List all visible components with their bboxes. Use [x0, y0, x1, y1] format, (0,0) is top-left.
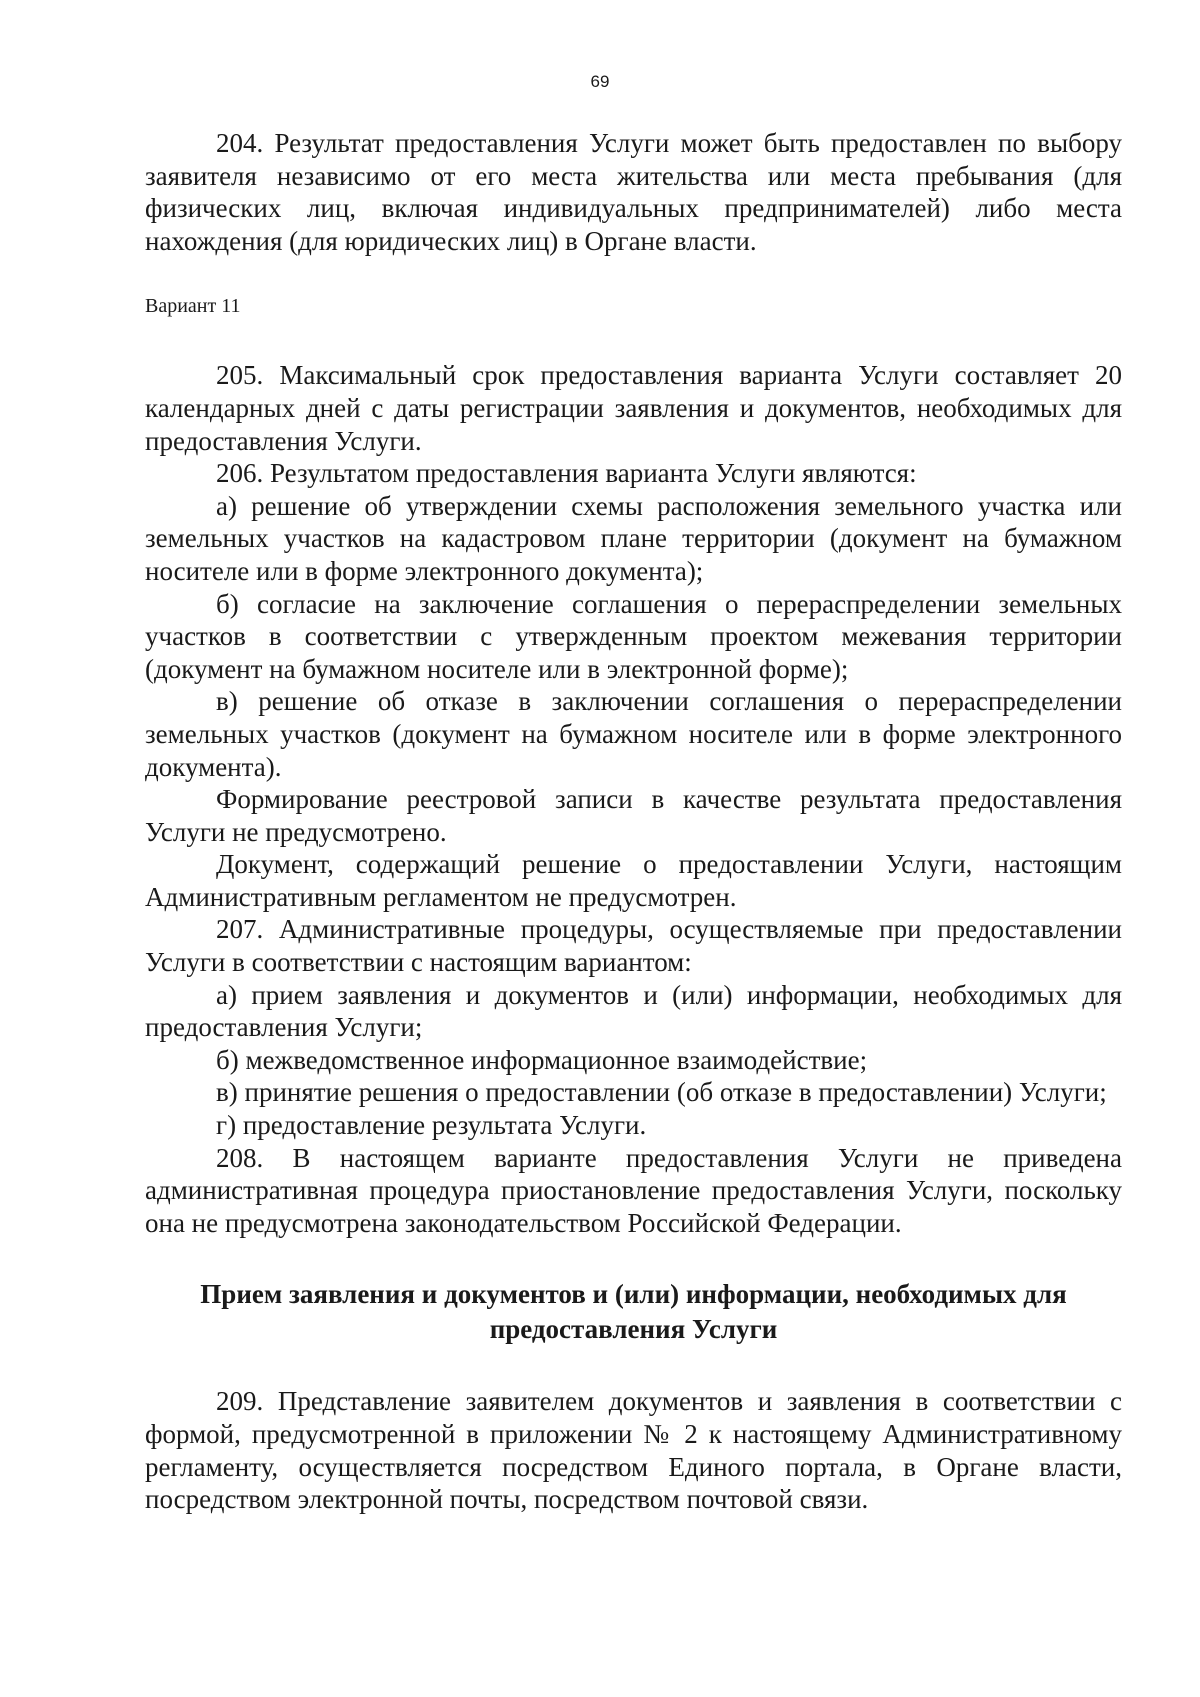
- list-item-207-g: г) предоставление результата Услуги.: [216, 1110, 647, 1141]
- page-number: 69: [590, 72, 610, 91]
- list-item-207-b: б) межведомственное информационное взаимодействие;: [216, 1044, 868, 1075]
- document-body: [145, 127, 1122, 1516]
- list-item-206-v: в) решение об отказе в заключении соглашения о перераспределении земельных участков (документ на бумажном носителе или в форме электронного документа).: [145, 686, 1122, 782]
- paragraph-204: 204. Результат предоставления Услуги может быть предоставлен по выбору заявителя независимо от его места жительства или места пребывания (для физических лиц, включая индивидуальных предпринимателей) либо места нахождения (для юридических лиц) в Органе власти.: [145, 128, 1122, 256]
- list-item-206-b: б) согласие на заключение соглашения о перераспределении земельных участков в соответствии с утвержденным проектом межевания территории (документ на бумажном носителе или в электронной форме);: [145, 588, 1122, 684]
- paragraph-registry-note: Формирование реестровой записи в качестве результата предоставления Услуги не предусмотрено.: [145, 784, 1122, 847]
- list-item-207-a: а) прием заявления и документов и (или) информации, необходимых для предоставления Услуги;: [145, 979, 1122, 1043]
- paragraph-decision-note: Документ, содержащий решение о предоставлении Услуги, настоящим Административным регламентом не предусмотрен.: [145, 849, 1122, 912]
- variant-title: Вариант 11: [145, 295, 241, 318]
- section-heading: Прием заявления и документов и (или) информации, необходимых для предоставления Услуги: [200, 1279, 1067, 1345]
- paragraph-208: 208. В настоящем варианте предоставления Услуги не приведена административная процедура приостановление предоставления Услуги, поскольку она не предусмотрена законодательством Российской Федерации.: [145, 1142, 1122, 1238]
- paragraph-206: 206. Результатом предоставления варианта Услуги являются:: [216, 458, 917, 489]
- paragraph-209: 209. Представление заявителем документов и заявления в соответствии с формой, предусмотренной в приложении № 2 к настоящему Административному регламенту, осуществляется посредством Единого портала, в Органе власти, посредством электронной почты, посредством почтовой связи.: [145, 1386, 1122, 1515]
- list-item-207-v: в) принятие решения о предоставлении (об отказе в предоставлении) Услуги;: [216, 1077, 1107, 1108]
- paragraph-207: 207. Административные процедуры, осуществляемые при предоставлении Услуги в соответствии с настоящим вариантом:: [145, 914, 1122, 978]
- list-item-206-a: а) решение об утверждении схемы расположения земельного участка или земельных участков на кадастровом плане территории (документ на бумажном носителе или в форме электронного документа);: [145, 490, 1122, 586]
- paragraph-205: 205. Максимальный срок предоставления варианта Услуги составляет 20 календарных дней с даты регистрации заявления и документов, необходимых для предоставления Услуги.: [145, 360, 1122, 456]
